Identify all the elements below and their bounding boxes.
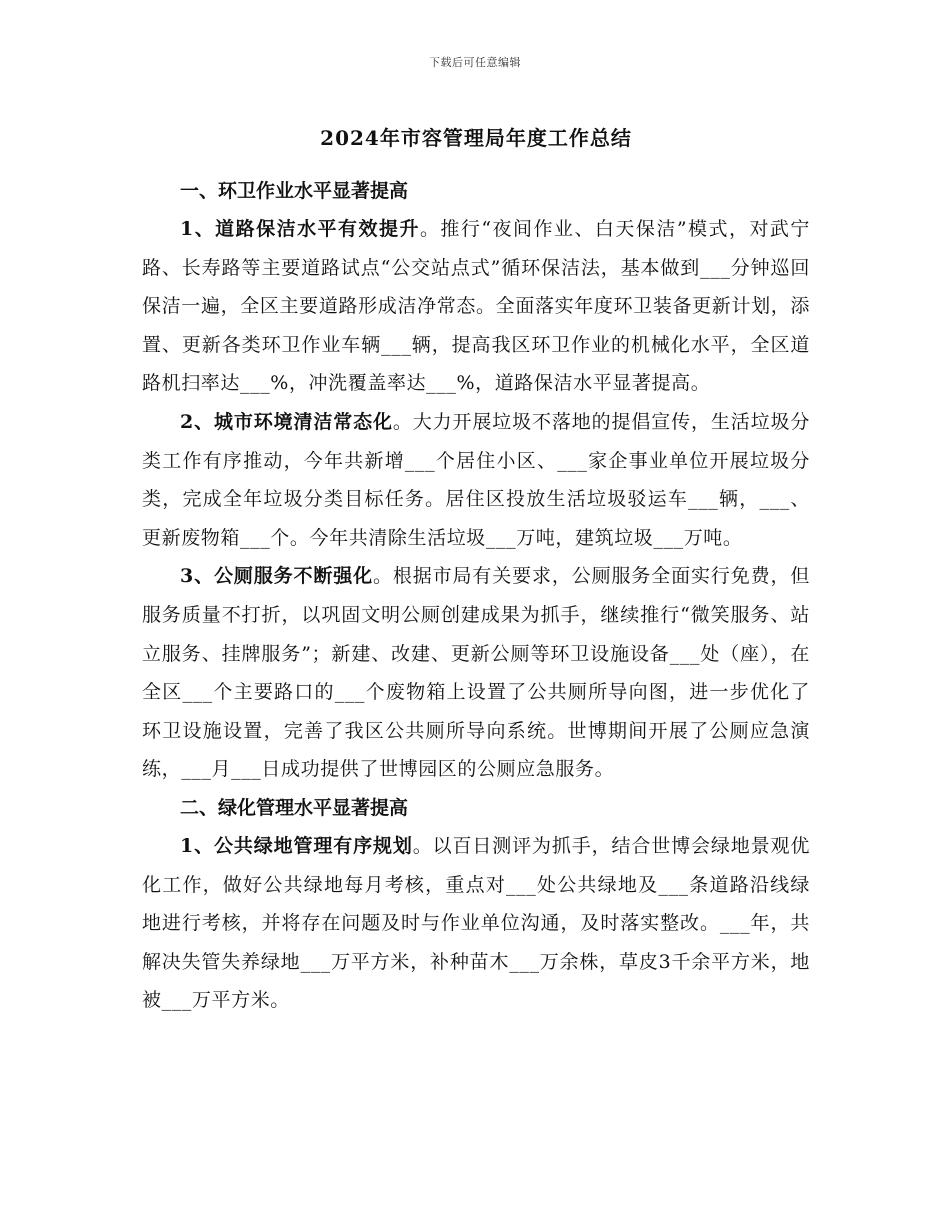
- paragraph-lead: 2、城市环境清洁常态化: [180, 410, 393, 433]
- section-heading-2: 二、绿化管理水平显著提高: [180, 796, 409, 819]
- document-body: [142, 118, 810, 1020]
- header-note: 下载后可任意编辑: [429, 56, 521, 69]
- paragraph-text: 。大力开展垃圾不落地的提倡宣传，生活垃圾分类工作有序推动，今年共新增___个居住小区、___家企事业单位开展垃圾分类，完成全年垃圾分类目标任务。居住区投放生活垃圾驳运车___辆，___、更新废物箱___个。今年共清除生活垃圾___万吨，建筑垃圾___万吨。: [142, 410, 810, 549]
- paragraph-1-3: [142, 557, 810, 789]
- paragraph-text: 。推行“夜间作业、白天保洁”模式，对武宁路、长寿路等主要道路试点“公交站点式”循环保洁法，基本做到___分钟巡回保洁一遍，全区主要道路形成洁净常态。全面落实年度环卫装备更新计划，添置、更新各类环卫作业车辆___辆，提高我区环卫作业的机械化水平，全区道路机扫率达___%，冲洗覆盖率达___%，道路保洁水平显著提高。: [142, 218, 810, 395]
- paragraph-1-1: [142, 210, 810, 403]
- paragraph-lead: 3、公厕服务不断强化: [180, 565, 373, 588]
- section-heading-1: 一、环卫作业水平显著提高: [180, 180, 409, 202]
- paragraph-2-1: [142, 827, 810, 1020]
- paragraph-lead: 1、道路保洁水平有效提升: [180, 218, 420, 240]
- paragraph-text: 。以百日测评为抓手，结合世博会绿地景观优化工作，做好公共绿地每月考核，重点对___处公共绿地及___条道路沿线绿地进行考核，并将存在问题及时与作业单位沟通，及时落实整改。___年，共解决失管失养绿地___万平方米，补种苗木___万余株，草皮3千余平方米，地被___万平方米。: [142, 834, 810, 1012]
- paragraph-lead: 1、公共绿地管理有序规划: [180, 834, 413, 857]
- paragraph-1-2: [142, 403, 810, 557]
- paragraph-text: 。根据市局有关要求，公厕服务全面实行免费，但服务质量不打折，以巩固文明公厕创建成果为抓手，继续推行“微笑服务、站立服务、挂牌服务”；新建、改建、更新公厕等环卫设施设备___处（座），在全区___个主要路口的___个废物箱上设置了公共厕所导向图，进一步优化了环卫设施设置，完善了我区公共厕所导向系统。世博期间开展了公厕应急演练，___月___日成功提供了世博园区的公厕应急服务。: [142, 565, 810, 781]
- document-title: 2024年市容管理局年度工作总结: [320, 126, 632, 150]
